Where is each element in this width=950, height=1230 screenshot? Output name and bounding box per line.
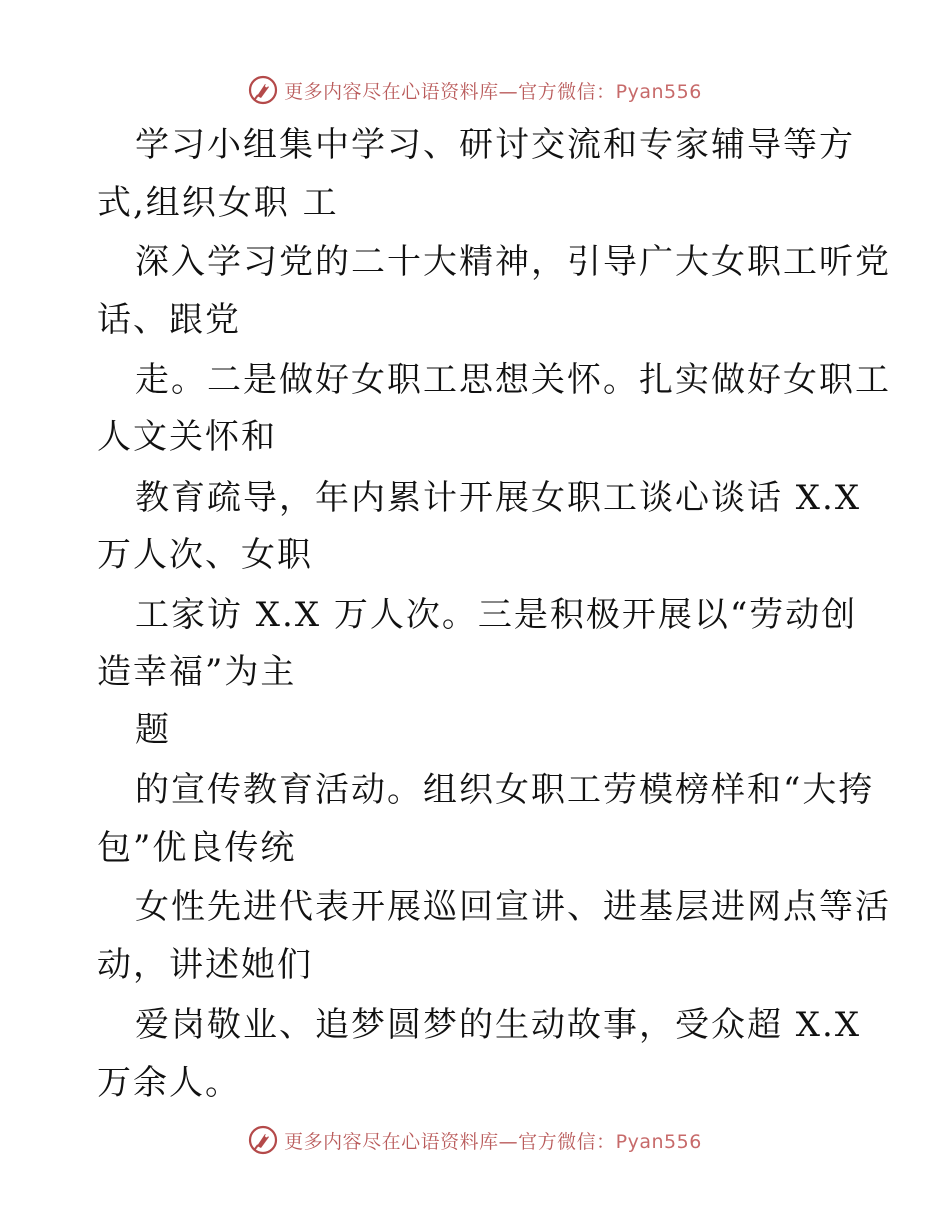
text-line: 包”优良传统 xyxy=(97,828,297,868)
watermark-wechat-id: Pyan556 xyxy=(615,80,702,103)
pen-nib-logo-icon xyxy=(248,75,278,105)
watermark-wechat-id: Pyan556 xyxy=(615,1130,702,1153)
text-line: 万人次、女职 xyxy=(97,535,313,575)
text-line: 女性先进代表开展巡回宣讲、进基层进网点等活 xyxy=(135,887,891,927)
text-line: 深入学习党的二十大精神，引导广大女职工听党 xyxy=(135,242,891,282)
text-line: 式,组织女职 工 xyxy=(97,183,339,223)
text-line: 题 xyxy=(135,710,171,750)
text-line: 教育疏导，年内累计开展女职工谈心谈话 X.X xyxy=(135,478,862,518)
text-line: 话、跟党 xyxy=(97,300,241,340)
text-line: 工家访 X.X 万人次。三是积极开展以“劳动创 xyxy=(135,595,858,635)
text-line: 造幸福”为主 xyxy=(97,652,297,692)
text-line: 爱岗敬业、追梦圆梦的生动故事，受众超 X.X xyxy=(135,1005,862,1045)
text-line: 学习小组集中学习、研讨交流和专家辅导等方 xyxy=(135,125,855,165)
watermark-text: 更多内容尽在心语资料库—官方微信：Pyan556 xyxy=(284,1130,702,1153)
text-line: 万余人。 xyxy=(97,1063,241,1103)
text-line: 人文关怀和 xyxy=(97,417,277,457)
watermark-text: 更多内容尽在心语资料库—官方微信：Pyan556 xyxy=(284,80,702,103)
pen-nib-logo-icon xyxy=(248,1125,278,1155)
footer-watermark xyxy=(0,1120,950,1160)
text-line: 走。二是做好女职工思想关怀。扎实做好女职工 xyxy=(135,360,891,400)
text-line: 的宣传教育活动。组织女职工劳模榜样和“大挎 xyxy=(135,770,875,810)
text-line: 动，讲述她们 xyxy=(97,945,313,985)
header-watermark xyxy=(0,70,950,110)
